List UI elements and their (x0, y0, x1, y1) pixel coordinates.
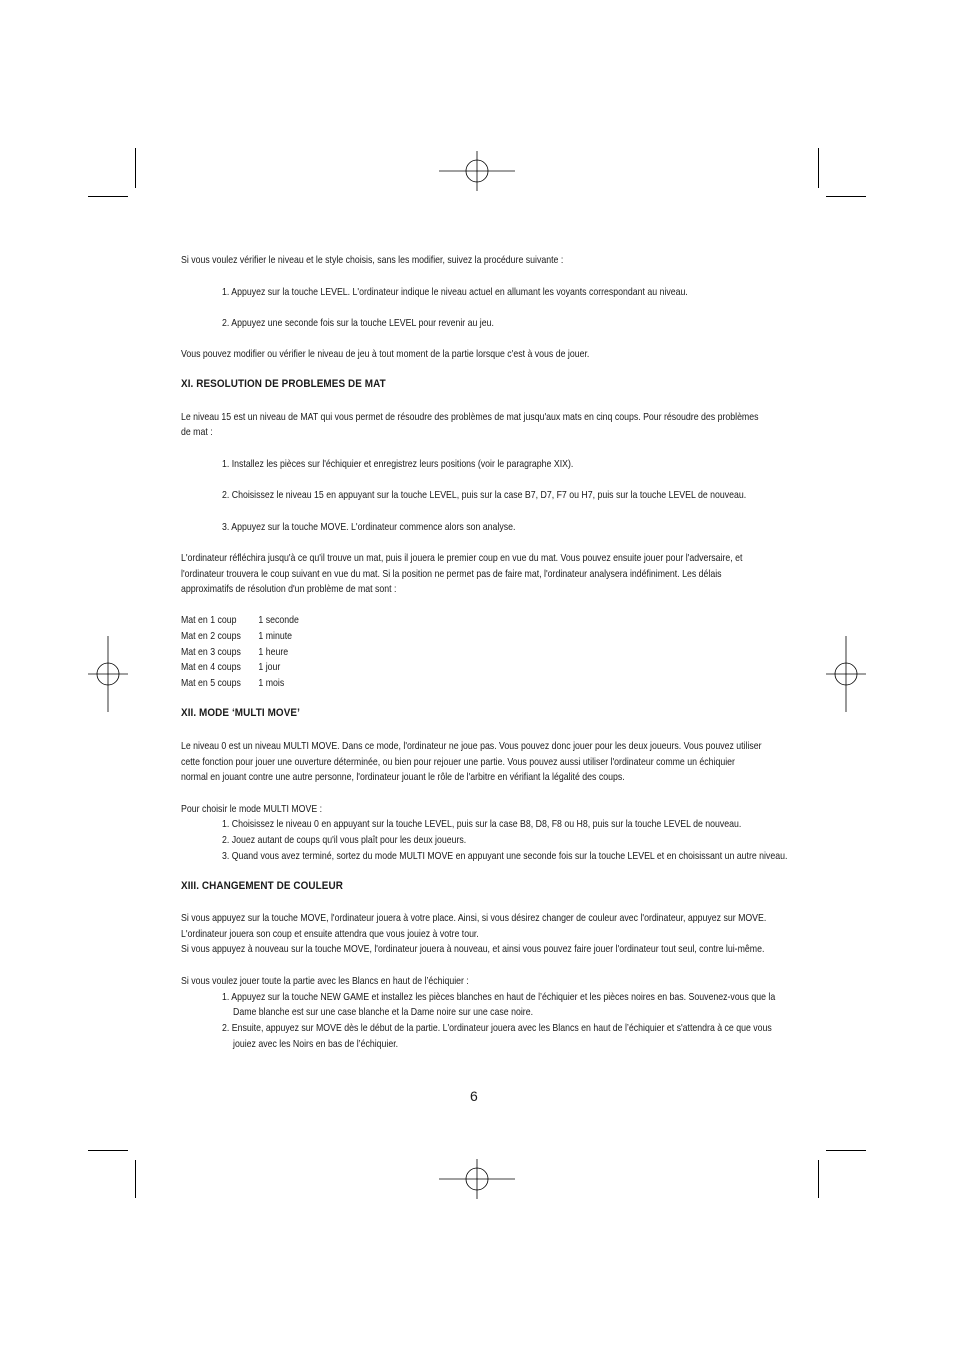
section-xii-step-2: 2. Jouez autant de coups qu'il vous plaît pour les deux joueurs. (222, 835, 467, 846)
page-number: 6 (470, 1088, 478, 1104)
crop-mark (135, 1160, 136, 1198)
crop-mark (88, 196, 128, 197)
mate-label: Mat en 4 coups (181, 662, 241, 674)
section-xi-para-line-1: L'ordinateur réfléchira jusqu'à ce qu'il trouve un mat, puis il jouera le premier coup en vue du mat. Vous pouvez ensuite jouer pour l'adversaire, et (181, 553, 743, 564)
crop-mark (135, 148, 136, 188)
section-xii-step-1: 1. Choisissez le niveau 0 en appuyant sur la touche LEVEL, puis sur la case B8, D8, F8 ou H8, puis sur la touche LEVEL de nouveau. (222, 819, 742, 830)
mate-time-row (181, 645, 299, 661)
verify-step-2: 2. Appuyez une seconde fois sur la touche LEVEL pour revenir au jeu. (222, 318, 494, 329)
section-xiii-step-1-line-1: 1. Appuyez sur la touche NEW GAME et installez les pièces blanches en haut de l’échiquier et les pièces noires en bas. Souvenez-vous que la (222, 992, 776, 1003)
crop-mark (826, 196, 866, 197)
intro-paragraph: Si vous voulez vérifier le niveau et le style choisis, sans les modifier, suivez la procédure suivante : (181, 255, 564, 266)
section-xi-step-1: 1. Installez les pièces sur l'échiquier et enregistrez leurs positions (voir le paragraphe XIX). (222, 459, 574, 470)
crop-mark (826, 1150, 866, 1151)
modify-note: Vous pouvez modifier ou vérifier le niveau de jeu à tout moment de la partie lorsque c'est à vous de jouer. (181, 349, 590, 360)
section-xiii-title: XIII. CHANGEMENT DE COULEUR (181, 880, 343, 892)
section-xi-para-line-3: approximatifs de résolution d'un problème de mat sont : (181, 584, 397, 595)
section-xi-intro-line-1: Le niveau 15 est un niveau de MAT qui vous permet de résoudre des problèmes de mat jusqu'aux mats en cinq coups. Pour résoudre des problèmes (181, 412, 759, 423)
section-xii-para-line-1: Le niveau 0 est un niveau MULTI MOVE. Dans ce mode, l'ordinateur ne joue pas. Vous pouvez donc jouer pour les deux joueurs. Vous pouvez utiliser (181, 741, 762, 752)
crop-mark (818, 148, 819, 188)
mate-label: Mat en 3 coups (181, 646, 241, 658)
section-xiii-step-2-line-2: jouiez avec les Noirs en bas de l’échiquier. (233, 1039, 399, 1050)
registration-mark-icon (70, 636, 146, 712)
mate-label: Mat en 5 coups (181, 678, 241, 690)
section-xi-step-2: 2. Choisissez le niveau 15 en appuyant sur la touche LEVEL, puis sur la case B7, D7, F7 ou H7, puis sur la touche LEVEL de nouveau. (222, 490, 747, 501)
registration-mark-icon (439, 133, 515, 209)
mate-time-row (181, 613, 299, 629)
section-xii-para-line-2: cette fonction pour jouer une ouverture déterminée, ou bien pour rejouer une partie. Vous pouvez aussi utiliser l'ordinateur comme un échiquier (181, 757, 735, 768)
mate-label: Mat en 2 coups (181, 630, 241, 642)
crop-mark (818, 1160, 819, 1198)
mate-label: Mat en 1 coup (181, 615, 237, 626)
verify-step-1: 1. Appuyez sur la touche LEVEL. L'ordinateur indique le niveau actuel en allumant les voyants correspondant au niveau. (222, 287, 688, 298)
section-xii-para-line-3: normal en jouant contre une autre personne, l'ordinateur jouant le rôle de l'arbitre en vérifiant la légalité des coups. (181, 772, 625, 783)
section-xi-para-line-2: l'ordinateur trouvera le coup suivant en vue du mat. Si la position ne permet pas de faire mat, l'ordinateur analysera indéfiniment. Les délais (181, 569, 722, 580)
mate-time-row (181, 676, 299, 692)
section-xi-title: XI. RESOLUTION DE PROBLEMES DE MAT (181, 378, 386, 390)
section-xi-intro-line-2: de mat : (181, 427, 213, 438)
registration-mark-icon (439, 1141, 515, 1217)
section-xiii-step-2-line-1: 2. Ensuite, appuyez sur MOVE dès le début de la partie. L'ordinateur jouera avec les Blancs en haut de l’échiquier et s'attendra à ce que vous (222, 1023, 772, 1034)
section-xiii-para-line-2: L'ordinateur jouera son coup et ensuite attendra que vous jouiez à votre tour. (181, 929, 479, 940)
section-xii-step-3: 3. Quand vous avez terminé, sortez du mode MULTI MOVE en appuyant une seconde fois sur la touche LEVEL et en choisissant un autre niveau. (222, 851, 788, 862)
mate-time: 1 seconde (258, 615, 299, 626)
mate-time: 1 jour (258, 662, 281, 674)
crop-mark (88, 1150, 128, 1151)
mate-time-table (181, 613, 299, 692)
mate-time: 1 mois (258, 678, 285, 690)
mate-time: 1 heure (258, 646, 289, 658)
section-xii-title: XII. MODE ‘MULTI MOVE’ (181, 707, 300, 719)
registration-mark-icon (808, 636, 884, 712)
section-xii-choose: Pour choisir le mode MULTI MOVE : (181, 804, 323, 815)
section-xiii-top-intro: Si vous voulez jouer toute la partie avec les Blancs en haut de l’échiquier : (181, 976, 469, 987)
mate-time: 1 minute (258, 630, 293, 642)
section-xiii-para-line-3: Si vous appuyez à nouveau sur la touche MOVE, l'ordinateur jouera à nouveau, et ainsi vous pouvez faire jouer l'ordinateur tout seul, contre lui-même. (181, 944, 765, 955)
mate-time-row (181, 629, 299, 645)
mate-time-row (181, 660, 299, 676)
section-xiii-para-line-1: Si vous appuyez sur la touche MOVE, l'ordinateur jouera à votre place. Ainsi, si vous désirez changer de couleur avec l'ordinateur, appuyez sur MOVE. (181, 913, 767, 924)
section-xi-step-3: 3. Appuyez sur la touche MOVE. L'ordinateur commence alors son analyse. (222, 522, 516, 533)
section-xiii-step-1-line-2: Dame blanche est sur une case blanche et la Dame noire sur une case noire. (233, 1007, 534, 1018)
